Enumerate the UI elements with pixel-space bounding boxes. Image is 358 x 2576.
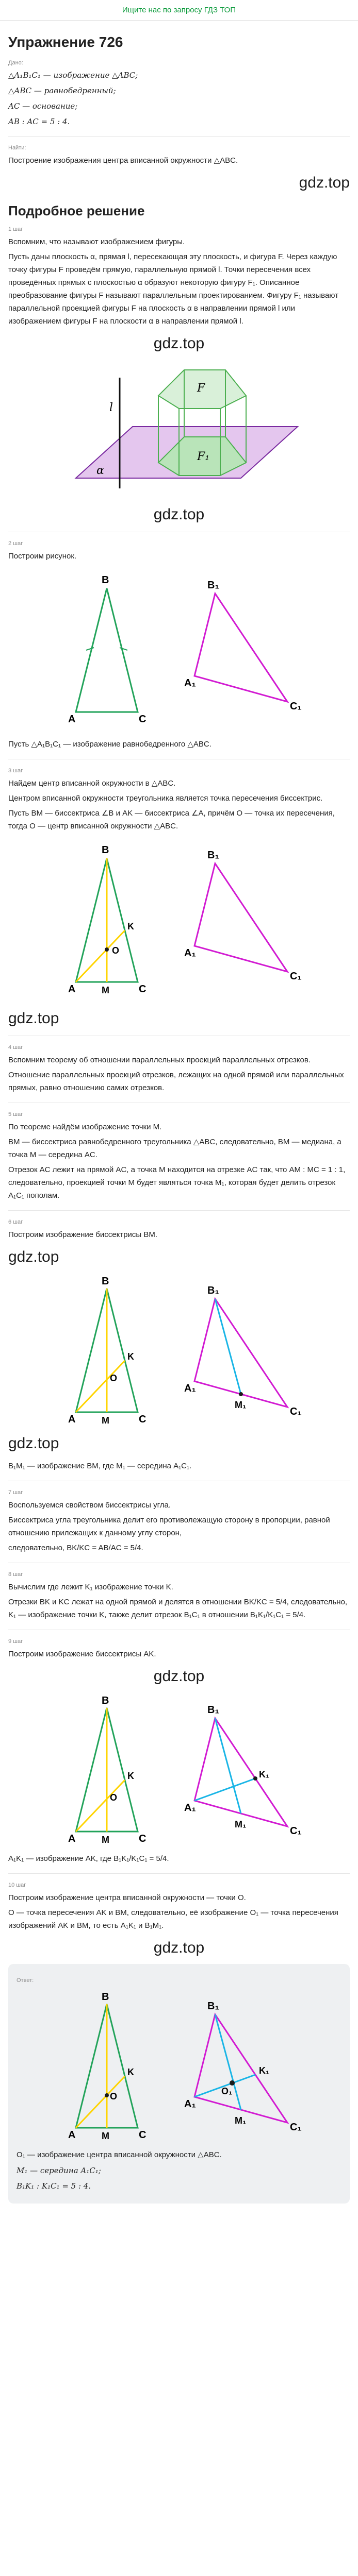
answer-text-2: M₁ — середина A₁C₁;: [17, 2166, 101, 2175]
given-4: AB : AC = 5 : 4.: [8, 117, 70, 126]
point-O1: [230, 2080, 235, 2086]
label-M1: M₁: [235, 1400, 247, 1410]
answer-text-3: B₁K₁ : K₁C₁ = 5 : 4.: [17, 2181, 91, 2191]
step-6-text: Построим изображение биссектрисы BM.: [8, 1230, 158, 1239]
step-3-text: Пусть BM — биссектриса ∠B и AK — биссектриса ∠A, причём O — точка их пересечения, тогда O — центр вписанной окружности △ABC.: [8, 809, 335, 831]
given-2: △ABC — равнобедренный;: [8, 86, 116, 95]
triangles-figure-3: [24, 1273, 334, 1428]
step-5-intro: По теореме найдём изображение точки M.: [8, 1123, 162, 1131]
find-label: Найти:: [8, 145, 26, 151]
label-M1: M₁: [235, 2115, 247, 2126]
label-C1: C₁: [290, 701, 302, 712]
step-8-text: Отрезки BK и KC лежат на одной прямой и делятся в отношении BK/KC = 5/4, следовательно, K₁ — изображение точки K, также делит отрезок B₁C₁ в отношении B₁K₁/K₁C₁ = 5/4.: [8, 1598, 348, 1619]
solution-title: Подробное решение: [8, 203, 145, 218]
label-B1: B₁: [207, 850, 219, 861]
step-7-label: 7 шаг: [8, 1489, 23, 1496]
step-10-label: 10 шаг: [8, 1882, 26, 1888]
median-B1M1: [215, 1299, 241, 1394]
step-5-text-2: Отрезок AC лежит на прямой AC, а точка M находится на отрезке AC так, что AM : MC = 1 : 1, следовательно, проекцией точки M будет являться точка M₁, которая будет делить отрезок A₁C₁ пополам.: [8, 1165, 346, 1200]
given-1: △A₁B₁C₁ — изображение △ABC;: [8, 71, 138, 80]
triangle-A1B1C1: [194, 1299, 287, 1407]
label-O: O: [112, 945, 120, 956]
label-K1: K₁: [259, 2065, 270, 2076]
given-label: Дано:: [8, 60, 23, 66]
top-banner: [0, 0, 358, 21]
watermark: gdz.top: [299, 174, 350, 191]
label-M1: M₁: [235, 1819, 247, 1829]
label-B: B: [102, 1276, 109, 1287]
label-M: M: [102, 1415, 109, 1426]
step-7-ratio: следовательно, BK/KC = AB/AC = 5/4.: [8, 1544, 143, 1552]
label-B1: B₁: [207, 1704, 219, 1716]
label-A: A: [68, 1833, 76, 1844]
label-B1: B₁: [207, 580, 219, 591]
label-C1: C₁: [290, 1406, 302, 1417]
label-B: B: [102, 1991, 109, 2003]
step-2-caption: Пусть △A₁B₁C₁ — изображение равнобедренного △ABC.: [8, 740, 211, 749]
step-7-text: Биссектриса угла треугольника делит его противолежащую сторону в пропорции, равной отношению прилежащих к данному углу сторон,: [8, 1516, 330, 1537]
bisector-AK: [76, 1780, 125, 1832]
bisector-A1K1: [194, 1778, 255, 1801]
point-O: [105, 947, 109, 952]
label-O: O: [110, 1792, 118, 1803]
triangles-figure-4: [24, 1692, 334, 1847]
label-C1: C₁: [290, 1825, 302, 1837]
step-1-intro: Вспомним, что называют изображением фигуры.: [8, 238, 185, 246]
label-C: C: [139, 984, 147, 995]
label-B1: B₁: [207, 1285, 219, 1296]
step-8-label: 8 шаг: [8, 1571, 23, 1578]
label-A1: A₁: [184, 1383, 196, 1394]
label-C: C: [139, 1833, 147, 1844]
step-4-label: 4 шаг: [8, 1044, 23, 1050]
label-A: A: [68, 714, 76, 725]
triangle-A1B1C1: [194, 863, 287, 972]
label-A: A: [68, 2129, 76, 2141]
label-B: B: [102, 1695, 109, 1706]
watermark: gdz.top: [8, 1435, 59, 1452]
triangle-A1B1C1: [194, 594, 287, 702]
answer-box: [8, 1964, 350, 2204]
tick-BC: [120, 648, 127, 650]
step-6-label: 6 шаг: [8, 1219, 23, 1225]
label-A1: A₁: [184, 1802, 196, 1814]
step-5-text-1: BM — биссектриса равнобедренного треугольника △ABC, следовательно, BM — медиана, а точка M — середина AC.: [8, 1138, 341, 1159]
label-K: K: [127, 921, 134, 931]
label-C1: C₁: [290, 971, 302, 982]
label-O: O: [110, 2091, 118, 2102]
label-A1: A₁: [184, 677, 196, 689]
step-7-intro: Воспользуемся свойством биссектрисы угла.: [8, 1501, 171, 1510]
step-5-label: 5 шаг: [8, 1111, 23, 1117]
label-M: M: [102, 2131, 109, 2141]
step-6-caption: B₁M₁ — изображение BM, где M₁ — середина A₁C₁.: [8, 1462, 192, 1470]
watermark: gdz.top: [153, 1939, 205, 1956]
label-A: A: [68, 1414, 76, 1425]
label-K1: K₁: [259, 1769, 270, 1780]
label-O: O: [110, 1373, 118, 1383]
given-3: AC — основание;: [8, 101, 78, 111]
point-O: [105, 2093, 109, 2097]
projection-figure: [50, 360, 308, 499]
label-C1: C₁: [290, 2122, 302, 2133]
step-10-intro: Построим изображение центра вписанной окружности — точки O.: [8, 1893, 246, 1902]
gdz-top-link[interactable]: Ищите нас по запросу ГДЗ ТОП: [122, 6, 236, 14]
step-9-caption: A₁K₁ — изображение AK, где B₁K₁/K₁C₁ = 5/4.: [8, 1854, 169, 1863]
triangle-A1B1C1: [194, 2014, 287, 2123]
label-alpha: α: [96, 464, 104, 477]
label-C: C: [139, 2129, 147, 2141]
median-B1M1: [215, 1718, 241, 1814]
label-K: K: [127, 1351, 134, 1362]
triangles-figure-final: [24, 1989, 334, 2143]
step-3-intro: Найдем центр вписанной окружности в △ABC.: [8, 779, 176, 788]
step-1-label: 1 шаг: [8, 226, 23, 232]
label-B: B: [102, 844, 109, 856]
answer-label: Ответ:: [17, 1977, 34, 1984]
label-B1: B₁: [207, 2001, 219, 2012]
label-l: l: [109, 401, 113, 414]
triangles-figure-2: [24, 838, 334, 1003]
point-M1: [239, 1392, 243, 1396]
bisector-AK: [76, 930, 125, 982]
answer-text: O₁ — изображение центра вписанной окружности △ABC.: [17, 2150, 222, 2159]
step-8-intro: Вычислим где лежит K₁ изображение точки K.: [8, 1583, 173, 1591]
bisector-AK: [76, 2076, 125, 2128]
step-3-label: 3 шаг: [8, 768, 23, 774]
page-title: Упражнение 726: [8, 34, 123, 50]
label-C: C: [139, 714, 147, 725]
step-3-fact: Центром вписанной окружности треугольника является точка пересечения биссектрис.: [8, 794, 323, 803]
triangle-A1B1C1: [194, 1718, 287, 1826]
triangle-ABC: [76, 588, 138, 712]
label-A1: A₁: [184, 947, 196, 959]
label-F: F: [197, 382, 205, 395]
label-K: K: [127, 2067, 134, 2077]
label-A1: A₁: [184, 2098, 196, 2110]
step-4-text: Отношение параллельных проекций отрезков, лежащих на одной прямой или параллельных прямых, равно отношению самих отрезков.: [8, 1071, 344, 1092]
label-C: C: [139, 1414, 147, 1425]
point-K1: [253, 1776, 257, 1781]
watermark: gdz.top: [153, 1668, 205, 1685]
step-2-text: Построим рисунок.: [8, 552, 77, 561]
step-2-label: 2 шаг: [8, 540, 23, 547]
step-9-text: Построим изображение биссектрисы AK.: [8, 1650, 156, 1658]
tick-AB: [86, 648, 94, 650]
label-M: M: [102, 1835, 109, 1845]
bisector-AK: [76, 1361, 125, 1412]
label-F1: F₁: [197, 450, 210, 463]
watermark: gdz.top: [8, 1010, 59, 1027]
watermark: gdz.top: [153, 506, 205, 523]
label-O1: O₁: [221, 2086, 233, 2096]
label-A: A: [68, 984, 76, 995]
label-K: K: [127, 1771, 134, 1781]
step-9-label: 9 шаг: [8, 1638, 23, 1645]
find-text: Построение изображения центра вписанной окружности △ABC.: [8, 156, 238, 165]
label-B: B: [102, 574, 109, 586]
triangles-figure-1: [24, 568, 334, 733]
step-4-intro: Вспомним теорему об отношении параллельных проекций параллельных отрезков.: [8, 1056, 311, 1064]
watermark: gdz.top: [153, 335, 205, 352]
watermark: gdz.top: [8, 1248, 59, 1265]
step-1-text: Пусть даны плоскость α, прямая l, пересекающая эту плоскость, и фигура F. Через каждую точку фигуры F проведём прямую, параллельную прямой l. Точки пересечения всех проведённых прямых с плоскостью α образуют некоторую фигуру F₁. Описанное преобразование фигуры F называют параллельным проектированием. Фигуру F₁ называют параллельной проекцией фигуры F на плоскость α в направлении прямой l или изображением фигуры F на плоскости α в направлении прямой l.: [8, 252, 339, 326]
label-M: M: [102, 985, 109, 995]
step-10-text: O — точка пересечения AK и BM, следовательно, её изображение O₁ — точка пересечения изображений AK и BM, то есть A₁K₁ и B₁M₁.: [8, 1908, 338, 1930]
